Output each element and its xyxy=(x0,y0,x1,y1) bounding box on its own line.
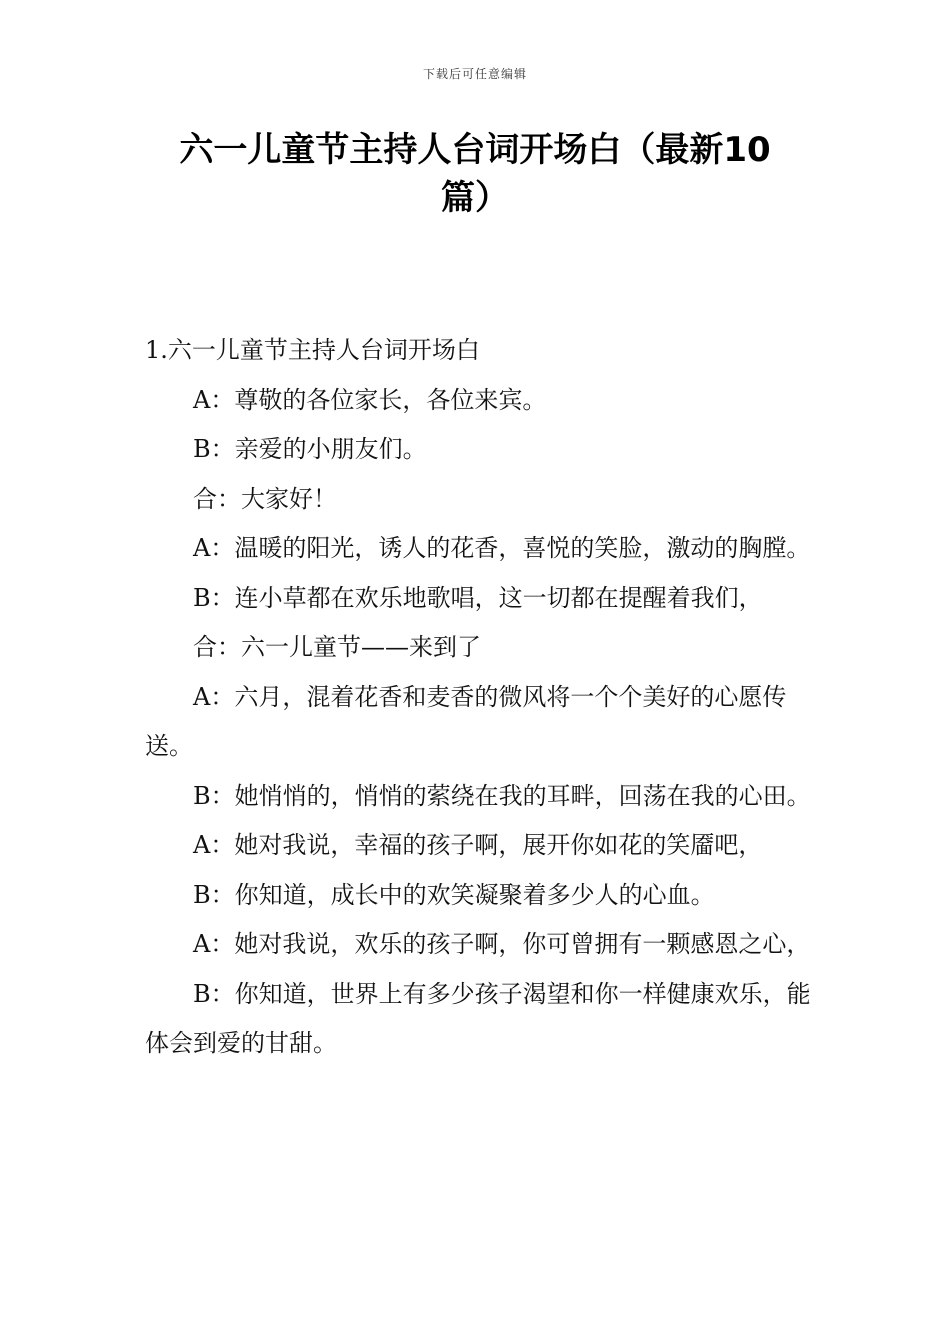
paragraph: B：亲爱的小朋友们。 xyxy=(193,435,427,463)
paragraph: A：六月，混着花香和麦香的微风将一个个美好的心愿传送。 xyxy=(145,682,787,760)
paragraph: B：连小草都在欢乐地歌唱，这一切都在提醒着我们， xyxy=(193,583,763,612)
paragraph: B：你知道，世界上有多少孩子渴望和你一样健康欢乐，能体会到爱的甘甜。 xyxy=(145,979,811,1057)
paragraph: 合：大家好！ xyxy=(193,484,337,513)
paragraph: B：你知道，成长中的欢笑凝聚着多少人的心血。 xyxy=(193,880,715,909)
document-title xyxy=(140,126,810,222)
title-line-1: 六一儿童节主持人台词开场白（最新10 xyxy=(179,130,771,170)
paragraph: B：她悄悄的，悄悄的萦绕在我的耳畔，回荡在我的心田。 xyxy=(193,781,811,810)
paragraph: A：尊敬的各位家长，各位来宾。 xyxy=(193,385,547,414)
document-body xyxy=(145,326,830,1069)
title-line-2: 篇） xyxy=(441,178,509,218)
paragraph: 合：六一儿童节——来到了 xyxy=(193,633,481,661)
paragraph: A：她对我说，欢乐的孩子啊，你可曾拥有一颗感恩之心， xyxy=(193,930,811,958)
paragraph: A：温暖的阳光，诱人的花香，喜悦的笑脸，激动的胸膛。 xyxy=(193,534,811,562)
header-note: 下载后可任意编辑 xyxy=(422,67,527,81)
section-heading: 1.六一儿童节主持人台词开场白 xyxy=(145,336,480,364)
paragraph: A：她对我说，幸福的孩子啊，展开你如花的笑靥吧， xyxy=(193,831,763,859)
